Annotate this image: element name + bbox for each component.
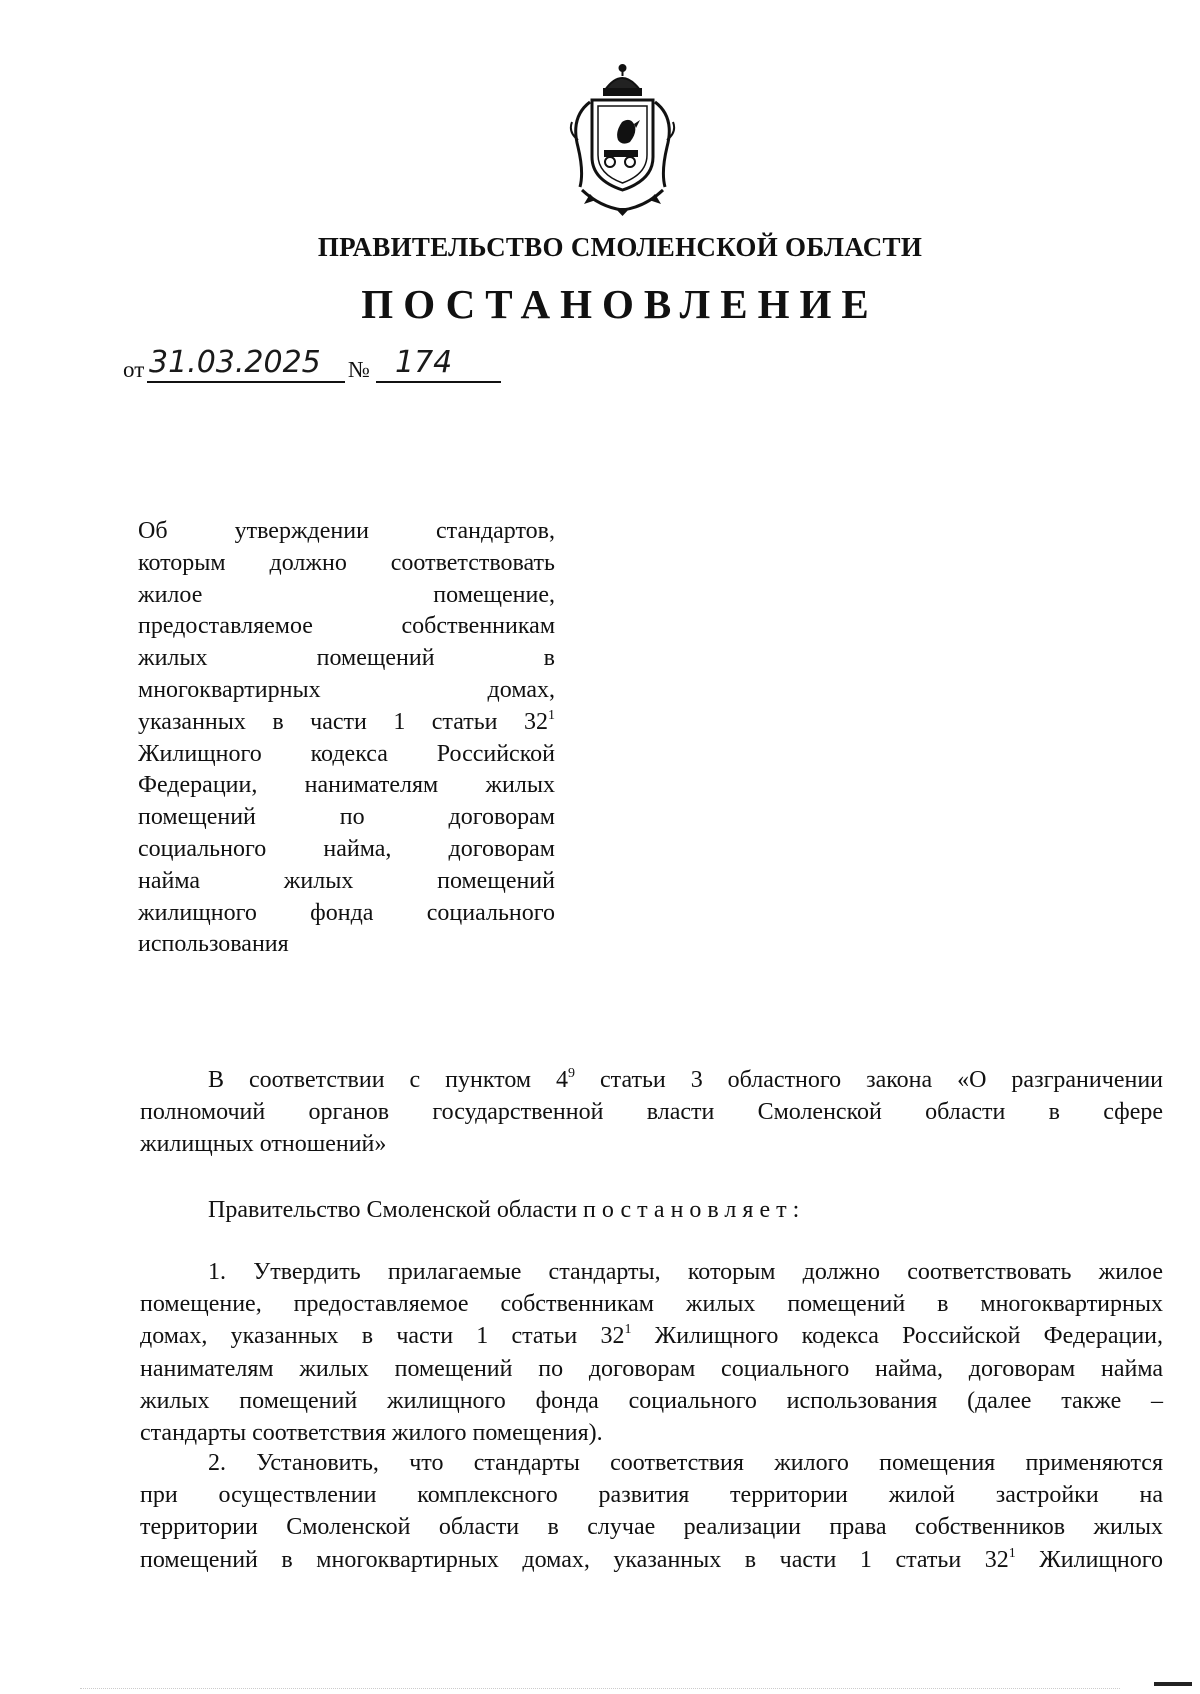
subject-line-text: указанных в части 1 статьи 32: [138, 708, 548, 735]
subject-line-with-sup: [138, 707, 555, 739]
text-line: при осуществлении комплексного развития территории жилой застройки на: [140, 1482, 1163, 1509]
number-underline: [376, 381, 501, 383]
date-underline: [147, 381, 345, 383]
coat-of-arms-emblem: [560, 62, 685, 217]
text-line: Правительство Смоленской области постановляет:: [208, 1197, 806, 1223]
subject-block: [138, 516, 555, 961]
subject-line: помещений по договорам: [138, 804, 555, 831]
document-type-title: ПОСТАНОВЛЕНИЕ: [361, 281, 879, 327]
subject-line: жилых помещений в: [138, 645, 555, 672]
superscript: 1: [1008, 1545, 1016, 1561]
text-line: территории Смоленской области в случае реализации права собственников жилых: [140, 1514, 1163, 1541]
item-1-paragraph: [140, 1256, 1163, 1449]
date-number-line: [123, 345, 543, 385]
text-line: 2. Установить, что стандарты соответствия жилого помещения применяются: [208, 1450, 1163, 1476]
number-prefix: №: [348, 357, 370, 382]
subject-line: найма жилых помещений: [138, 867, 555, 894]
resolves-word: постановляет:: [583, 1197, 806, 1223]
text-line: 1. Утвердить прилагаемые стандарты, которым должно соответствовать жилое: [208, 1259, 1163, 1285]
subject-line: жилищного фонда социального: [138, 899, 555, 926]
subject-line: предоставляемое собственникам: [138, 613, 555, 640]
subject-line: использования: [138, 931, 289, 958]
superscript: 1: [624, 1322, 632, 1338]
item-2-paragraph: [140, 1447, 1163, 1576]
text-line: В соответствии с пунктом $4^9$ статьи 3 областного закона «О разграничении: [208, 1066, 1163, 1093]
subject-line: жилое помещение,: [138, 581, 555, 608]
scan-corner-mark: [1154, 1682, 1192, 1686]
text-line: жилых помещений жилищного фонда социального использования (далее также –: [140, 1387, 1163, 1414]
text-line: домах, указанных в части 1 статьи $32^1$ Жилищного кодекса Российской Федерации,: [140, 1322, 1164, 1350]
subject-line: многоквартирных домах,: [138, 676, 555, 703]
scan-artifact-line: [80, 1688, 1120, 1690]
superscript: 1: [548, 707, 555, 723]
preamble-paragraph: [140, 1064, 1163, 1161]
date-value: 31.03.2025: [149, 345, 321, 380]
text-line: нанимателям жилых помещений по договорам социального найма, договорам найма: [140, 1355, 1163, 1382]
organization-name: ПРАВИТЕЛЬСТВО СМОЛЕНСКОЙ ОБЛАСТИ: [317, 232, 923, 262]
superscript: 9: [568, 1066, 576, 1081]
subject-line: которым должно соответствовать: [138, 549, 555, 576]
text-line: стандарты соответствия жилого помещения).: [140, 1420, 603, 1447]
number-value: 174: [395, 345, 453, 380]
subject-line: социального найма, договорам: [138, 835, 555, 862]
text-line: жилищных отношений»: [140, 1131, 387, 1158]
text-line: помещение, предоставляемое собственникам жилых помещений в многоквартирных: [140, 1291, 1163, 1318]
subject-line: Жилищного кодекса Российской: [138, 740, 555, 767]
text-line: полномочий органов государственной власти Смоленской области в сфере: [140, 1099, 1163, 1126]
text-line: помещений в многоквартирных домах, указанных в части 1 статьи $32^1$ Жилищного: [140, 1545, 1163, 1573]
subject-line: Об утверждении стандартов,: [138, 518, 555, 544]
date-prefix: от: [123, 357, 145, 382]
subject-line: Федерации, нанимателям жилых: [138, 772, 555, 799]
resolves-paragraph: [140, 1194, 1163, 1226]
